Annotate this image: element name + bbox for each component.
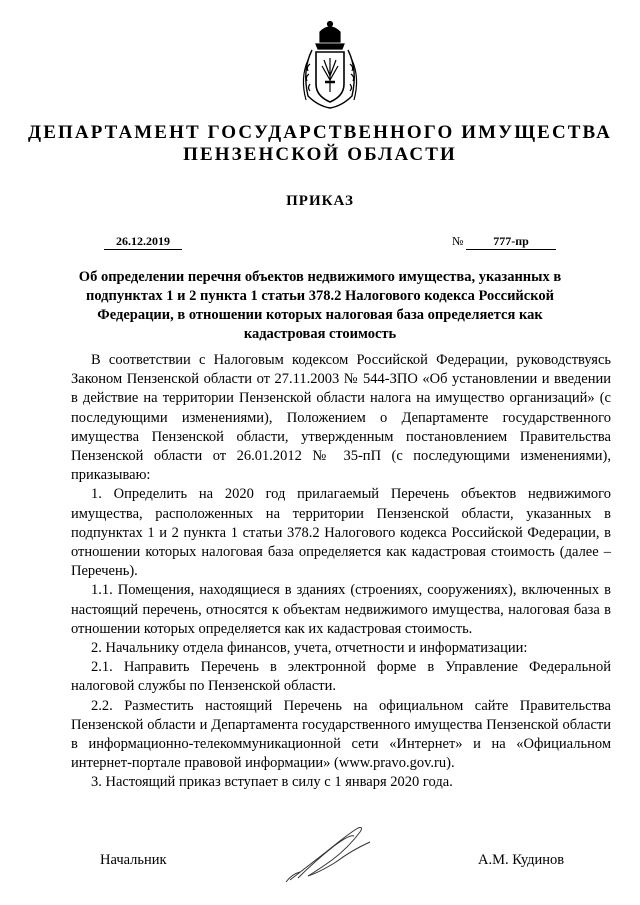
document-number-label: № xyxy=(452,234,464,248)
paragraph-3: 3. Настоящий приказ вступает в силу с 1 января 2020 года. xyxy=(91,774,453,791)
paragraph-2-1: 2.1. Направить Перечень в электронной форме в Управление Федеральной налоговой службы по Пензенской области. xyxy=(71,659,611,695)
signer-name: А.М. Кудинов xyxy=(478,852,565,868)
paragraph-2: 2. Начальнику отдела финансов, учета, отчетности и информатизации: xyxy=(91,640,528,657)
paragraph-1: 1. Определить на 2020 год прилагаемый Перечень объектов недвижимого имущества, расположенных на территории Пензенской области, указанных в подпунктах 1 и 2 пункта 1 статьи 378.2 Налогового кодекса Российской Федерации, в отношении которых налоговая база определяется как кадастровая стоимость (далее – Перечень). xyxy=(71,486,611,580)
department-title-line2: ПЕНЗЕНСКОЙ ОБЛАСТИ xyxy=(183,144,457,165)
department-title-line1: ДЕПАРТАМЕНТ ГОСУДАРСТВЕННОГО ИМУЩЕСТВА xyxy=(28,122,612,143)
document-body xyxy=(71,351,611,793)
paragraph-1-1: 1.1. Помещения, находящиеся в зданиях (строениях, сооружениях), включенных в настоящий перечень, относятся к объектам недвижимого имущества, налоговая база в отношении которых определяется как их кадастровая стоимость. xyxy=(71,582,611,637)
document-type: ПРИКАЗ xyxy=(286,193,354,209)
handwritten-signature-icon xyxy=(278,822,378,884)
paragraph-preamble: В соответствии с Налоговым кодексом Российской Федерации, руководствуясь Законом Пензенской области от 27.11.2003 № 544-ЗПО «Об установлении и введении в действие на территории Пензенской области налога на имущество организаций» (с последующими изменениями), Положением о Департаменте государственного имущества Пензенской области, утвержденным постановлением Правительства Пензенской области от 26.01.2012 № 35-пП (с последующими изменениями), приказываю: xyxy=(71,352,611,484)
document-date: 26.12.2019 xyxy=(104,234,182,250)
document-number: 777-пр xyxy=(466,234,556,250)
penza-coat-of-arms-icon xyxy=(298,20,362,112)
paragraph-2-2: 2.2. Разместить настоящий Перечень на официальном сайте Правительства Пензенской области и Департамента государственного имущества Пензенской области в информационно-телекоммуникационной сети «Интернет» и на «Официальном интернет-портале правовой информации» (www.pravo.gov.ru). xyxy=(71,697,611,772)
signer-role: Начальник xyxy=(100,852,167,868)
document-title: Об определении перечня объектов недвижимого имущества, указанных в подпунктах 1 и 2 пункта 1 статьи 378.2 Налогового кодекса Российской Федерации, в отношении которых налоговая база определяется как кадастровая стоимость xyxy=(78,269,562,342)
